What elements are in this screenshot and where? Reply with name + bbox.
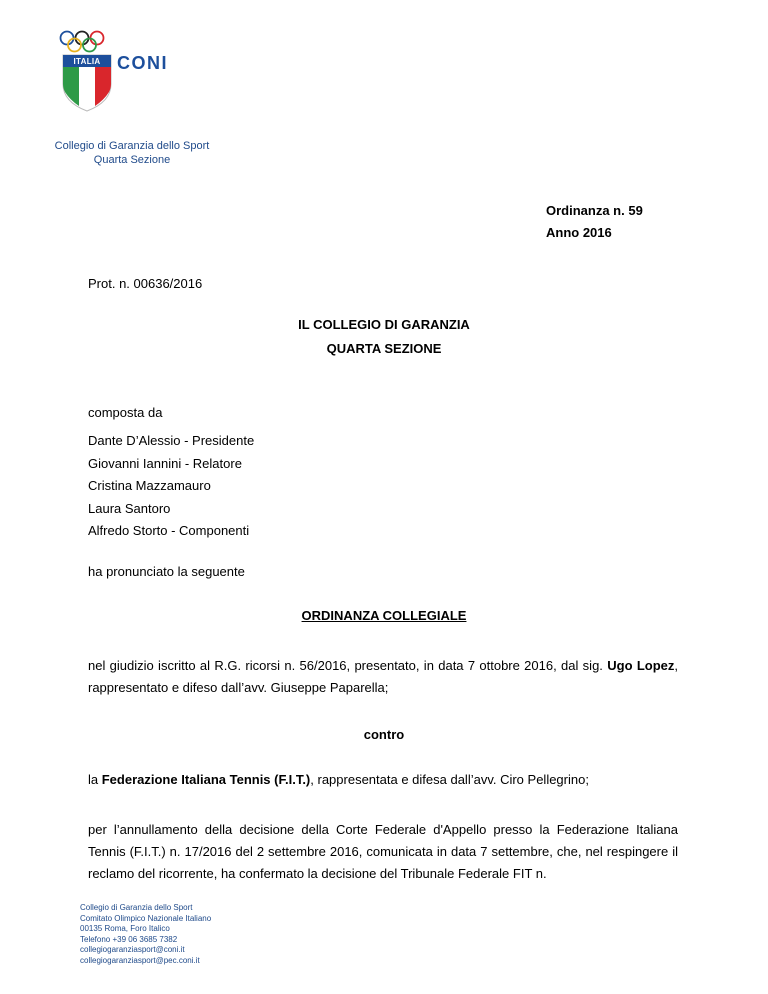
annulment-paragraph: per l’annullamento della decisione della Corte Federale d'Appello presso la Federazione Italiana Tennis (F.I.T.) n. 17/2016 del 2 settembre 2016, comunicata in data 7 settembre, che, nel respingere il reclamo del ricorrente, ha confermato la decisione del Tribunale Federale FIT n. [88,822,678,881]
college-name: Collegio di Garanzia dello Sport [54,140,210,152]
footer-pec-email: collegiogaranziasport@pec.coni.it [80,955,200,965]
composition-intro: composta da [88,405,163,420]
footer-line: Comitato Olimpico Nazionale Italiano [80,913,212,923]
footer-phone: Telefono +39 06 3685 7382 [80,934,178,944]
respondent-prefix: la [88,772,102,787]
court-section: QUARTA SEZIONE [326,341,442,356]
respondent-name: Federazione Italiana Tennis (F.I.T.) [101,772,311,787]
pronounced-line: ha pronunciato la seguente [88,564,245,579]
coni-brand-text: CONI [117,53,168,73]
italia-badge-text: ITALIA [73,57,101,66]
college-section: Quarta Sezione [93,154,171,166]
against-label: contro [363,727,405,742]
member-item: Dante D’Alessio - Presidente [88,433,255,448]
footer-line: 00135 Roma, Foro Italico [80,924,170,933]
respondent-rest: , rappresentata e difesa dall’avv. Ciro Pellegrino; [310,772,589,787]
member-item: Alfredo Storto - Componenti [88,523,250,538]
ordinanza-number: Ordinanza n. 59 [546,203,643,218]
member-item: Laura Santoro [88,500,171,516]
court-title: IL COLLEGIO DI GARANZIA [298,317,470,332]
ordinanza-year: Anno 2016 [546,225,612,240]
respondent-paragraph [88,772,688,787]
coni-logo [58,30,178,112]
footer-contacts [80,903,211,966]
footer-line: Collegio di Garanzia dello Sport [80,903,193,912]
protocol-number: Prot. n. 00636/2016 [88,276,203,291]
member-item: Giovanni Iannini - Relatore [88,455,242,471]
appellant-name: Ugo Lopez [607,658,675,673]
footer-email: collegiogaranziasport@coni.it [80,945,185,954]
member-item: Cristina Mazzamauro [88,478,211,493]
college-header [52,139,212,167]
decision-type-heading: ORDINANZA COLLEGIALE [301,608,467,623]
case-text: nel giudizio iscritto al R.G. ricorsi n. 56/2016, presentato, in data 7 ottobre 2016, dal sig. [88,658,608,673]
olympic-rings-icon [58,30,114,54]
members-list [88,430,254,543]
case-paragraph [88,655,678,699]
case-text-rest: , rappresentato e difeso dall’avv. Giuseppe Paparella; [88,658,678,695]
